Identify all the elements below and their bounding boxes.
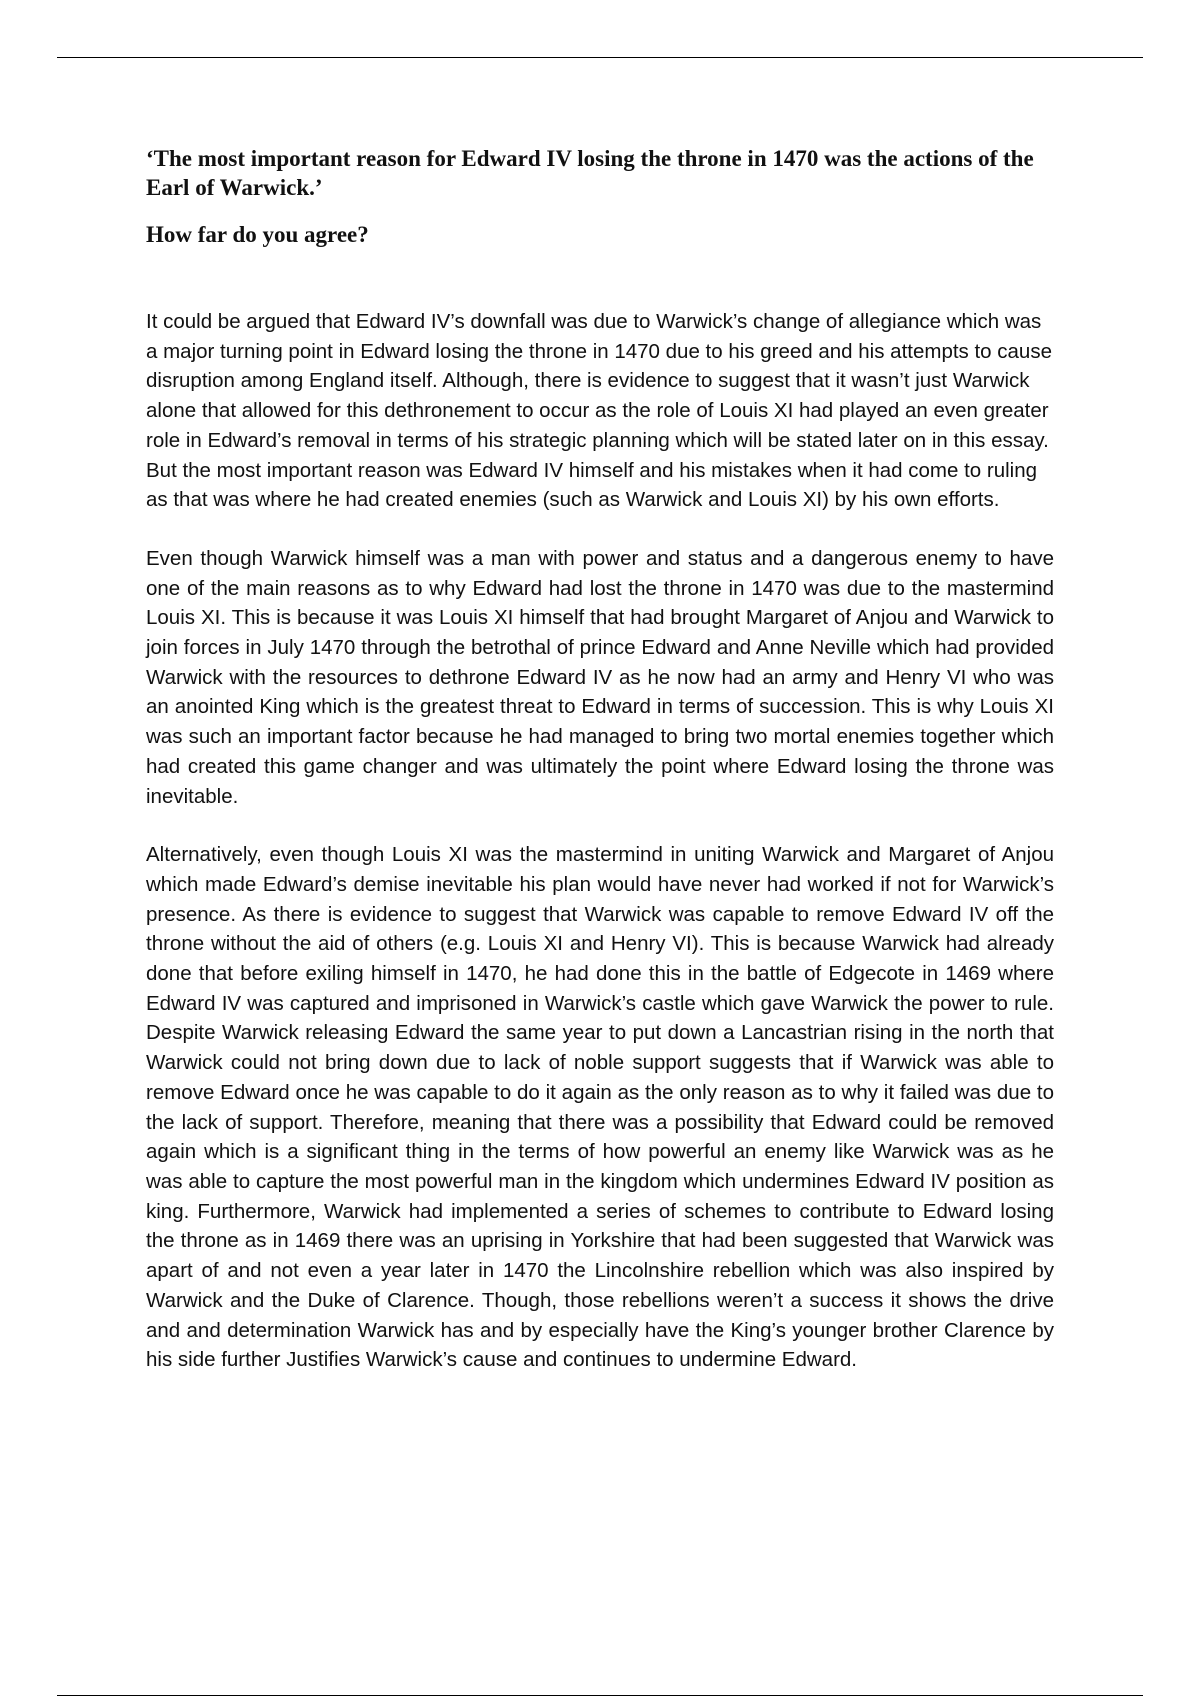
paragraph-intro: It could be argued that Edward IV’s downfall was due to Warwick’s change of allegiance which was a major turning point in Edward losing the throne in 1470 due to his greed and his attempts to cause disruption among England itself. Although, there is evidence to suggest that it wasn’t just Warwick alone that allowed for this dethronement to occur as the role of Louis XI had played an even greater role in Edward’s removal in terms of his strategic planning which will be stated later on in this essay. But the most important reason was Edward IV himself and his mistakes when it had come to ruling as that was where he had created enemies (such as Warwick and Louis XI) by his own efforts. <box>146 310 1052 512</box>
paragraph-warwick: Alternatively, even though Louis XI was the mastermind in uniting Warwick and Margaret of Anjou which made Edward’s demise inevitable his plan would have never had worked if not for Warwick’s presence. As there is evidence to suggest that Warwick was capable to remove Edward IV off the throne without the aid of others (e.g. Louis XI and Henry VI). This is because Warwick had already done that before exiling himself in 1470, he had done this in the battle of Edgecote in 1469 where Edward IV was captured and imprisoned in Warwick’s castle which gave Warwick the power to rule. Despite Warwick releasing Edward the same year to put down a Lancastrian rising in the north that Warwick could not bring down due to lack of noble support suggests that if Warwick was able to remove Edward once he was capable to do it again as the only reason as to why it failed was due to the lack of support. Therefore, meaning that there was a possibility that Edward could be removed again which is a significant thing in the terms of how powerful an enemy like Warwick was as he was able to capture the most powerful man in the kingdom which undermines Edward IV position as king. Furthermore, Warwick had implemented a series of schemes to contribute to Edward losing the throne as in 1469 there was an uprising in Yorkshire that had been suggested that Warwick was apart of and not even a year later in 1470 the Lincolnshire rebellion which was also inspired by Warwick and the Duke of Clarence. Though, those rebellions weren’t a success it shows the drive and and determination Warwick has and by especially have the King’s younger brother Clarence by his side further Justifies Warwick’s cause and continues to undermine Edward. <box>146 843 1054 1372</box>
essay-question: How far do you agree? <box>146 222 369 247</box>
bottom-divider <box>57 1695 1143 1696</box>
essay-title: ‘The most important reason for Edward IV losing the throne in 1470 was the actions of the Earl of Warwick.’ <box>146 146 1034 200</box>
essay-body <box>146 144 1054 1404</box>
top-divider <box>57 57 1143 58</box>
paragraph-louis-xi: Even though Warwick himself was a man with power and status and a dangerous enemy to have one of the main reasons as to why Edward had lost the throne in 1470 was due to the mastermind Louis XI. This is because it was Louis XI himself that had brought Margaret of Anjou and Warwick to join forces in July 1470 through the betrothal of prince Edward and Anne Neville which had provided Warwick with the resources to dethrone Edward IV as he now had an army and Henry VI who was an anointed King which is the greatest threat to Edward in terms of succession. This is why Louis XI was such an important factor because he had managed to bring two mortal enemies together which had created this game changer and was ultimately the point where Edward losing the throne was inevitable. <box>146 546 1054 808</box>
